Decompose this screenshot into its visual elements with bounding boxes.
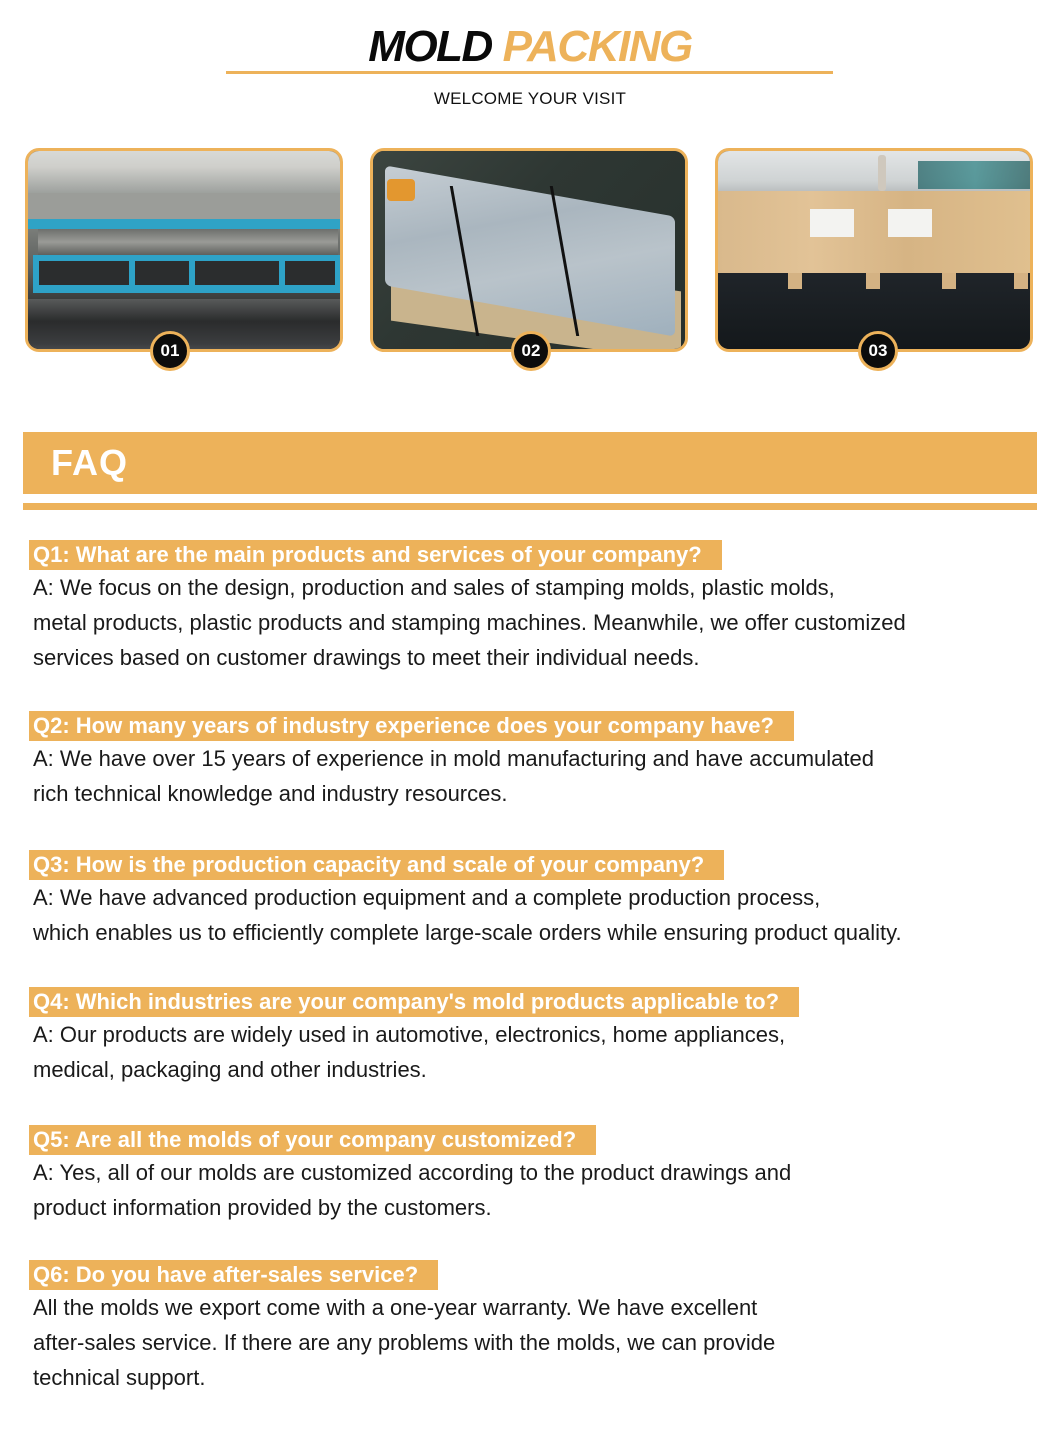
faq-answer-line: All the molds we export come with a one-year warranty. We have excellent: [33, 1295, 758, 1320]
photo-wrapped-mold: [373, 151, 685, 349]
faq-item-4: [29, 987, 799, 1087]
faq-item-2: [29, 711, 874, 811]
faq-answer-line: medical, packaging and other industries.: [33, 1057, 427, 1082]
packing-photo-1: [25, 148, 343, 352]
faq-question-2: Q2: How many years of industry experience does your company have?: [29, 711, 794, 741]
faq-item-3: [29, 850, 902, 950]
photo-number-badge-2: 02: [511, 331, 551, 371]
faq-question-3: Q3: How is the production capacity and scale of your company?: [29, 850, 724, 880]
faq-question-1: Q1: What are the main products and services of your company?: [29, 540, 722, 570]
packing-photo-2: [370, 148, 688, 352]
page-subtitle: WELCOME YOUR VISIT: [433, 89, 627, 108]
faq-answer-line: A: We have advanced production equipment and a complete production process,: [33, 885, 821, 910]
faq-answer-line: after-sales service. If there are any problems with the molds, we can provide: [33, 1330, 776, 1355]
faq-answer-line: services based on customer drawings to meet their individual needs.: [33, 645, 700, 670]
faq-answer-line: A: We focus on the design, production and sales of stamping molds, plastic molds,: [33, 575, 835, 600]
faq-answer-line: product information provided by the customers.: [33, 1195, 492, 1220]
faq-question-6: Q6: Do you have after-sales service?: [29, 1260, 438, 1290]
faq-banner: [23, 432, 1037, 494]
faq-answer-line: which enables us to efficiently complete large-scale orders while ensuring product quality.: [33, 920, 902, 945]
title-mold: MOLD: [368, 22, 492, 71]
faq-answer-line: A: Our products are widely used in automotive, electronics, home appliances,: [33, 1022, 786, 1047]
packing-photo-3: [715, 148, 1033, 352]
faq-answer-line: A: Yes, all of our molds are customized according to the product drawings and: [33, 1160, 792, 1185]
faq-divider: [23, 503, 1037, 510]
page-title: [0, 22, 1060, 72]
faq-answer-line: technical support.: [33, 1365, 206, 1390]
faq-answer-line: rich technical knowledge and industry resources.: [33, 781, 508, 806]
title-divider: [226, 71, 833, 74]
faq-item-1: [29, 540, 906, 675]
faq-heading: FAQ: [51, 442, 129, 483]
faq-question-4: Q4: Which industries are your company's mold products applicable to?: [29, 987, 799, 1017]
faq-item-5: [29, 1125, 791, 1225]
photo-press-tool: [28, 151, 340, 349]
faq-answer-line: metal products, plastic products and stamping machines. Meanwhile, we offer customized: [33, 610, 906, 635]
photo-number-badge-3: 03: [858, 331, 898, 371]
title-packing: PACKING: [502, 22, 692, 71]
faq-item-6: [29, 1260, 775, 1395]
photo-number-badge-1: 01: [150, 331, 190, 371]
photo-wooden-crate: [718, 151, 1030, 349]
faq-answer-line: A: We have over 15 years of experience in mold manufacturing and have accumulated: [33, 746, 874, 771]
faq-question-5: Q5: Are all the molds of your company customized?: [29, 1125, 596, 1155]
